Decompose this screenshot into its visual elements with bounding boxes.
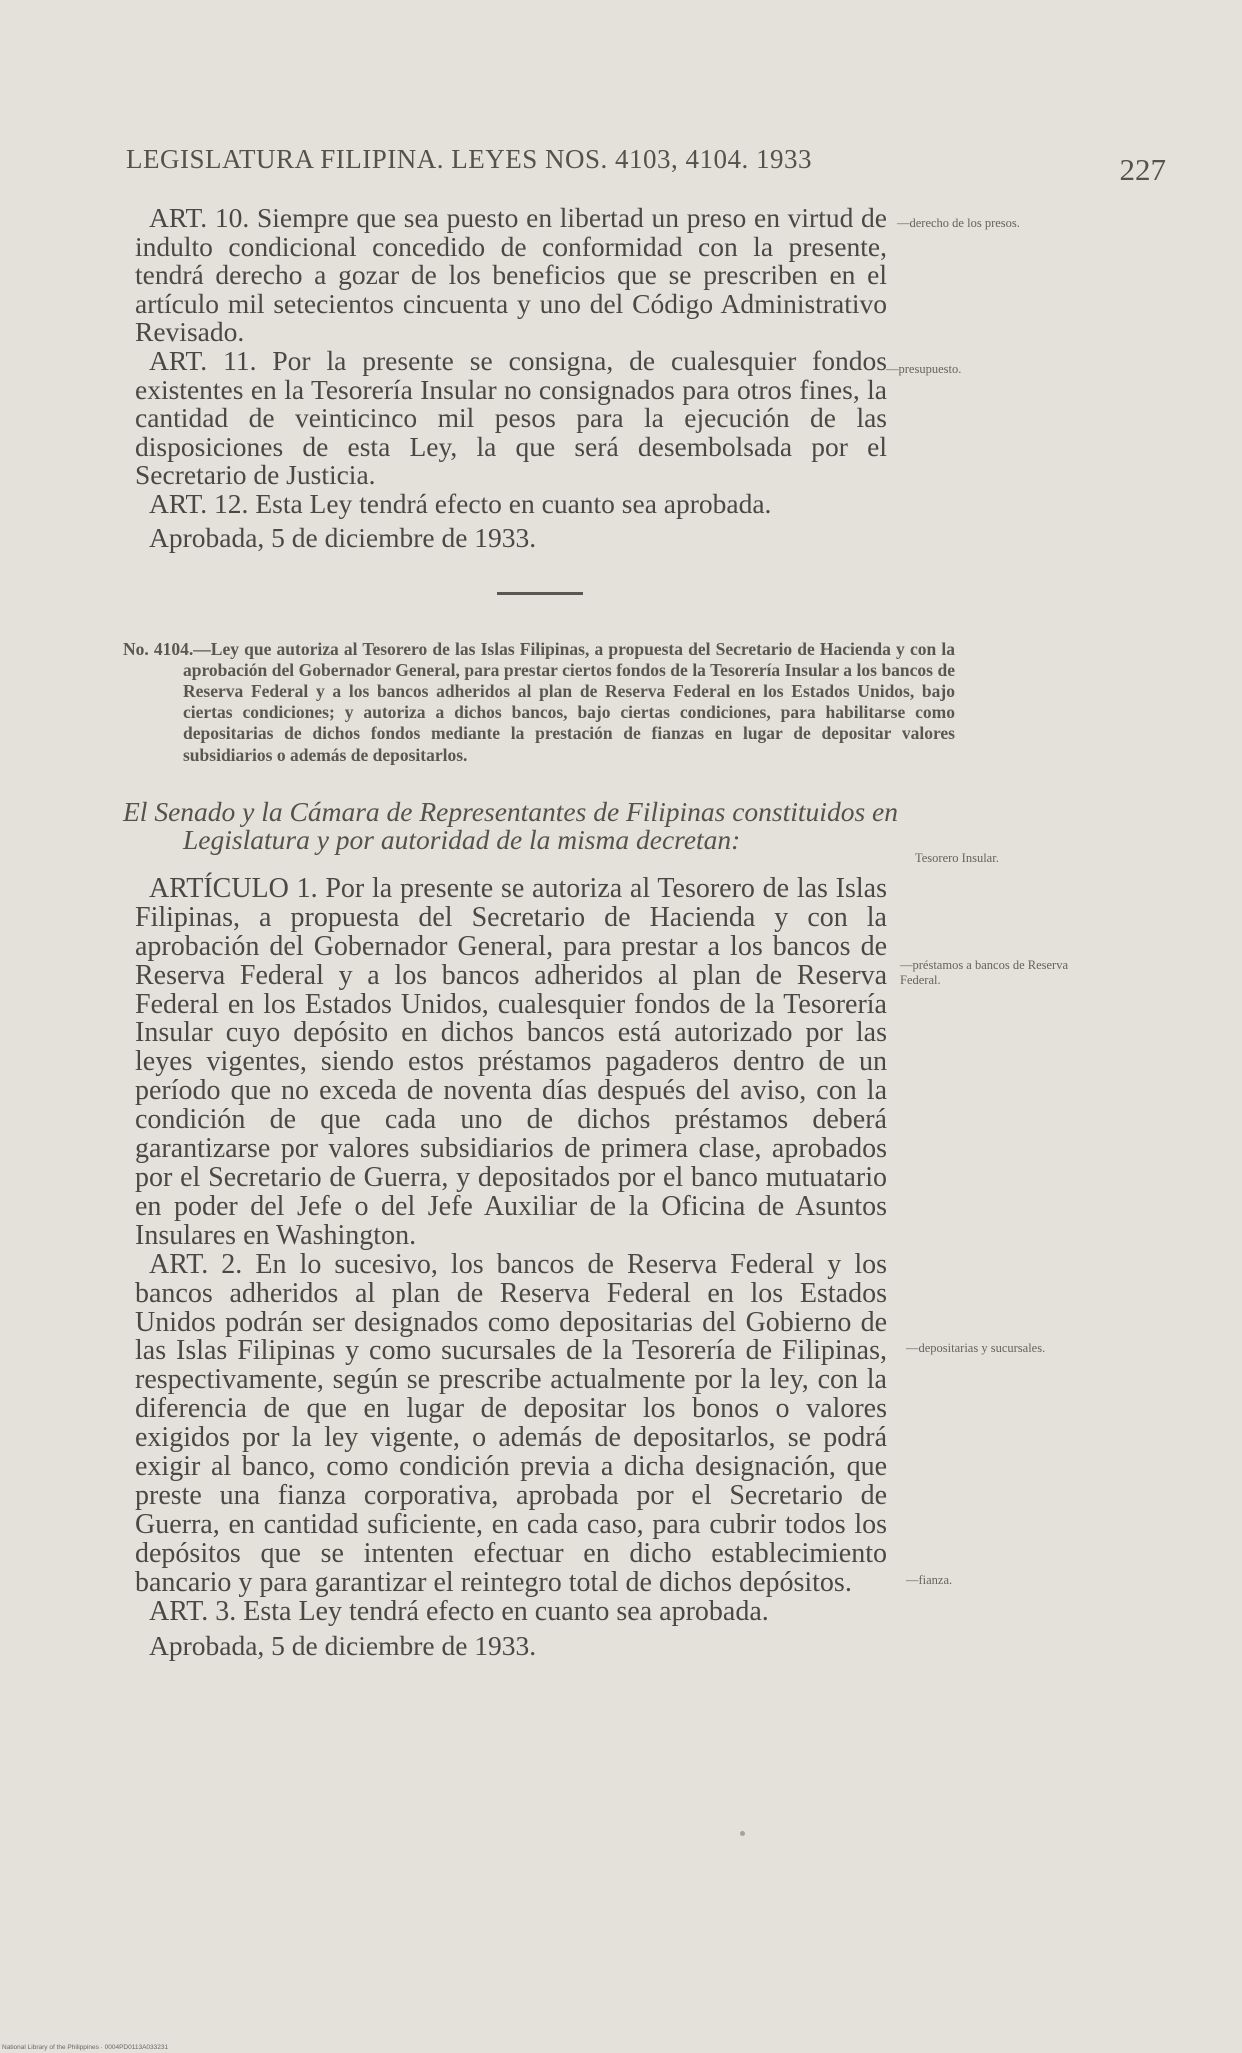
margin-note-depositarias: —depositarias y sucursales. bbox=[906, 1341, 1046, 1355]
article-2 bbox=[135, 1248, 887, 1598]
article-12 bbox=[135, 487, 887, 519]
article-text: Siempre que sea puesto en libertad un preso en virtud de indulto condicional concedido de conformidad con la presente, tendrá derecho a gozar de los beneficios que se prescriben en el artículo mil setecientos cincuenta y uno del Código Administrativo Revisado. bbox=[135, 202, 888, 348]
margin-note-prestamos: —préstamos a bancos de Reserva Federal. bbox=[900, 958, 1068, 987]
margin-note-tesorero: Tesorero Insular. bbox=[915, 851, 999, 865]
article-label: ART. 11. bbox=[149, 344, 257, 376]
law-title: No. 4104.—Ley que autoriza al Tesorero de las Islas Filipinas, a propuesta del Secretario de Hacienda y con la aprobación del Gobernador General, para prestar ciertos fondos de la Tesorería Insular a los bancos de Reserva Federal y a los bancos adheridos al plan de Reserva Federal en los Estados Unidos, bajo ciertas condiciones; y autoriza a dichos bancos, bajo ciertas condiciones, para habilitarse como depositarias de dichos fondos mediante la prestación de fianzas en lugar de depositar valores subsidiarios o además de depositarlos. bbox=[123, 638, 955, 765]
ink-speck bbox=[740, 1831, 745, 1836]
article-1 bbox=[135, 872, 888, 1251]
approval-date: Aprobada, 5 de diciembre de 1933. bbox=[149, 1629, 537, 1661]
article-label: ART. 10. bbox=[149, 202, 250, 233]
page-number: 227 bbox=[1119, 152, 1166, 187]
margin-note-derecho: —derecho de los presos. bbox=[897, 216, 1020, 230]
section-divider bbox=[497, 592, 583, 595]
margin-note-fianza: —fianza. bbox=[906, 1573, 953, 1587]
article-label: ART. 12. bbox=[149, 487, 249, 519]
article-label: ART. 3. bbox=[149, 1595, 237, 1627]
article-text: Por la presente se autoriza al Tesorero de las Islas Filipinas, a propuesta del Secretario de Hacienda y con la aprobación del Gobernador General, para prestar a los bancos de Reserva Federal y a los bancos adheridos al plan de Reserva Federal en los Estados Unidos, cualesquier fondos de la Tesorería Insular cuyo depósito en dichos bancos está autorizado por las leyes vigentes, siendo estos préstamos pagaderos dentro de un período que no exceda de noventa días después del aviso, con la condición de que cada uno de dichos préstamos deberá garantizarse por valores subsidiarios de primera clase, aprobados por el Secretario de Guerra, y depositados por el banco mutuatario en poder del Jefe o del Jefe Auxiliar de la Oficina de Asuntos Insulares en Washington. bbox=[135, 872, 888, 1251]
running-head: LEGISLATURA FILIPINA. LEYES NOS. 4103, 4104. 1933 bbox=[126, 144, 812, 174]
article-11 bbox=[135, 344, 887, 491]
page-header bbox=[126, 144, 1166, 187]
article-label: ARTÍCULO 1. bbox=[149, 872, 318, 904]
enacting-clause: El Senado y la Cámara de Representantes de Filipinas constituidos en Legislatura y por autoridad de la misma decretan: bbox=[123, 795, 898, 856]
article-10 bbox=[135, 204, 887, 347]
article-text: Por la presente se consigna, de cualesquier fondos existentes en la Tesorería Insular no consignados para otros fines, la cantidad de veinticinco mil pesos para la ejecución de las disposiciones de esta Ley, la que será desembolsada por el Secretario de Justicia. bbox=[135, 344, 887, 491]
article-3 bbox=[135, 1595, 887, 1627]
approval-date: Aprobada, 5 de diciembre de 1933. bbox=[149, 521, 537, 553]
law-4104-articles bbox=[135, 872, 888, 1661]
article-text: Esta Ley tendrá efecto en cuanto sea aprobada. bbox=[243, 1595, 769, 1627]
footer-credit: National Library of the Philippines · 0004PD0113A033231 bbox=[2, 2044, 169, 2051]
article-label: ART. 2. bbox=[149, 1248, 243, 1280]
article-text: Esta Ley tendrá efecto en cuanto sea aprobada. bbox=[255, 487, 772, 519]
margin-note-presupuesto: —presupuesto. bbox=[886, 362, 962, 376]
article-text: En lo sucesivo, los bancos de Reserva Federal y los bancos adheridos al plan de Reserva Federal en los Estados Unidos podrán ser designados como depositarias del Gobierno de las Islas Filipinas y como sucursales de la Tesorería de Filipinas, respectivamente, según se prescribe actualmente por la ley, con la diferencia de que en lugar de depositar los bonos o valores exigidos por la ley vigente, o además de depositarlos, se podrá exigir al banco, como condición previa a dicha designación, que preste una fianza corporativa, aprobada por el Secretario de Guerra, en cantidad suficiente, en cada caso, para cubrir todos los depósitos que se intenten efectuar en dicho establecimiento bancario y para garantizar el reintegro total de dichos depósitos. bbox=[135, 1248, 887, 1598]
